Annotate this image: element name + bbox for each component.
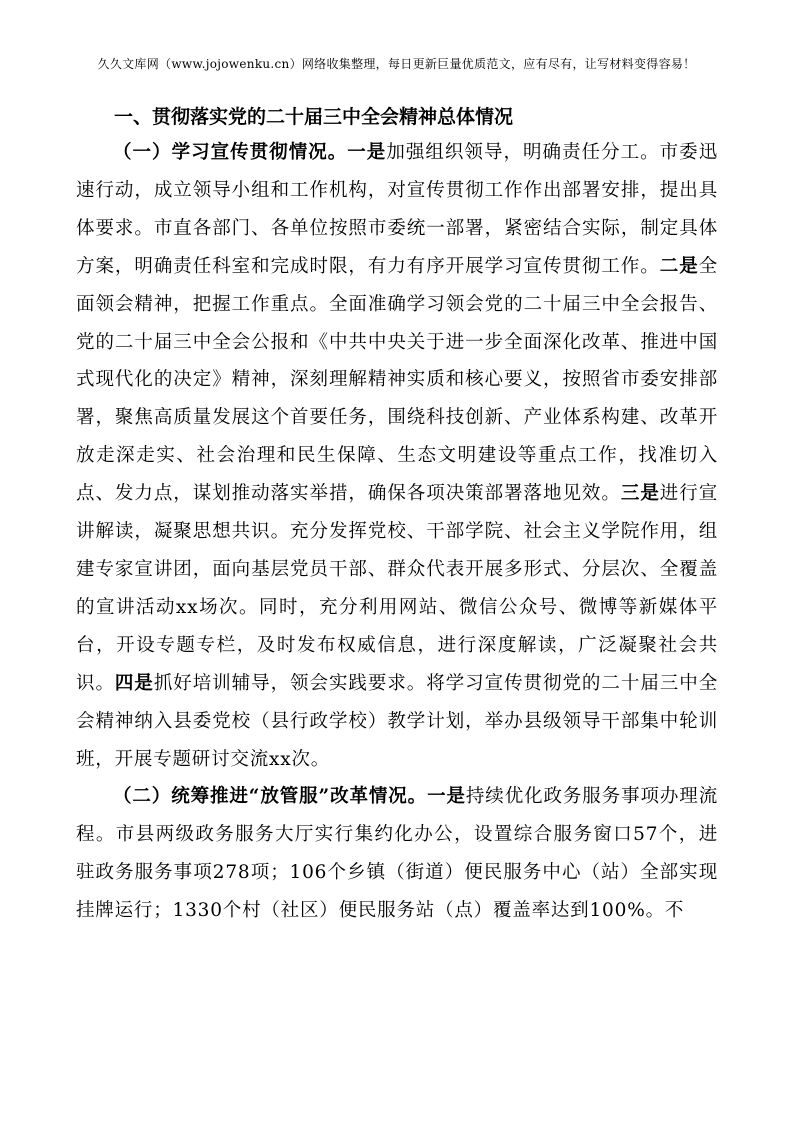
- document-body: [76, 100, 718, 930]
- section-title: （一）学习宣传贯彻情况。: [113, 142, 348, 163]
- point-text: 全面领会精神，把握工作重点。全面准确学习领会党的二十届三中全会报告、党的二十届三中全会公报和《中共中央关于进一步全面深化改革、推进中国式现代化的决定》精神，深刻理解精神实质和核心要义，按照省市委安排部署，聚焦高质量发展这个首要任务，围绕科技创新、产业体系构建、改革开放走深走实、社会治理和民生保障、生态文明建设等重点工作，找准切入点、发力点，谋划推动落实举措，确保各项决策部署落地见效。: [76, 255, 718, 505]
- point-text: 持续优化政务服务事项办理流程。市县两级政务服务大厅实行集约化办公，设置综合服务窗口57个，进驻政务服务事项278项；106个乡镇（街道）便民服务中心（站）全部实现挂牌运行；1330个村（社区）便民服务站（点）覆盖率达到100%。不: [76, 786, 719, 922]
- point-lead: 四是: [114, 672, 154, 694]
- point-lead: 一是: [347, 142, 387, 163]
- point-text: 加强组织领导，明确责任分工。市委迅速行动，成立领导小组和工作机构，对宣传贯彻工作作出部署安排，提出具体要求。市直各部门、各单位按照市委统一部署，紧密结合实际，制定具体方案，明确责任科室和完成时限，有力有序开展学习宣传贯彻工作。: [76, 142, 718, 277]
- paragraph-section-1: [76, 134, 718, 778]
- point-text: 抓好培训辅导，领会实践要求。将学习宣传贯彻党的二十届三中全会精神纳入县委党校（县行政学校）教学计划，举办县级领导干部集中轮训班，开展专题研讨交流xx次。: [76, 672, 718, 770]
- section-heading: 一、贯彻落实党的二十届三中全会精神总体情况: [114, 106, 514, 128]
- point-lead: 一是: [427, 786, 466, 808]
- point-text: 进行宣讲解读，凝聚思想共识。充分发挥党校、干部学院、社会主义学院作用，组建专家宣讲团，面向基层党员干部、群众代表开展多形式、分层次、全覆盖的宣讲活动xx场次。同时，充分利用网站、微信公众号、微博等新媒体平台，开设专题专栏，及时发布权威信息，进行深度解读，广泛凝聚社会共识。: [76, 483, 718, 694]
- header-note: 久久文库网（www.jojowenku.cn）网络收集整理，每日更新巨量优质范文，应有尽有，让写材料变得容易！: [97, 57, 696, 71]
- point-lead: 三是: [620, 483, 660, 505]
- section-title: （二）统筹推进“放管服”改革情况。: [113, 786, 428, 808]
- paragraph-section-2: [76, 778, 718, 930]
- point-lead: 二是: [659, 255, 699, 277]
